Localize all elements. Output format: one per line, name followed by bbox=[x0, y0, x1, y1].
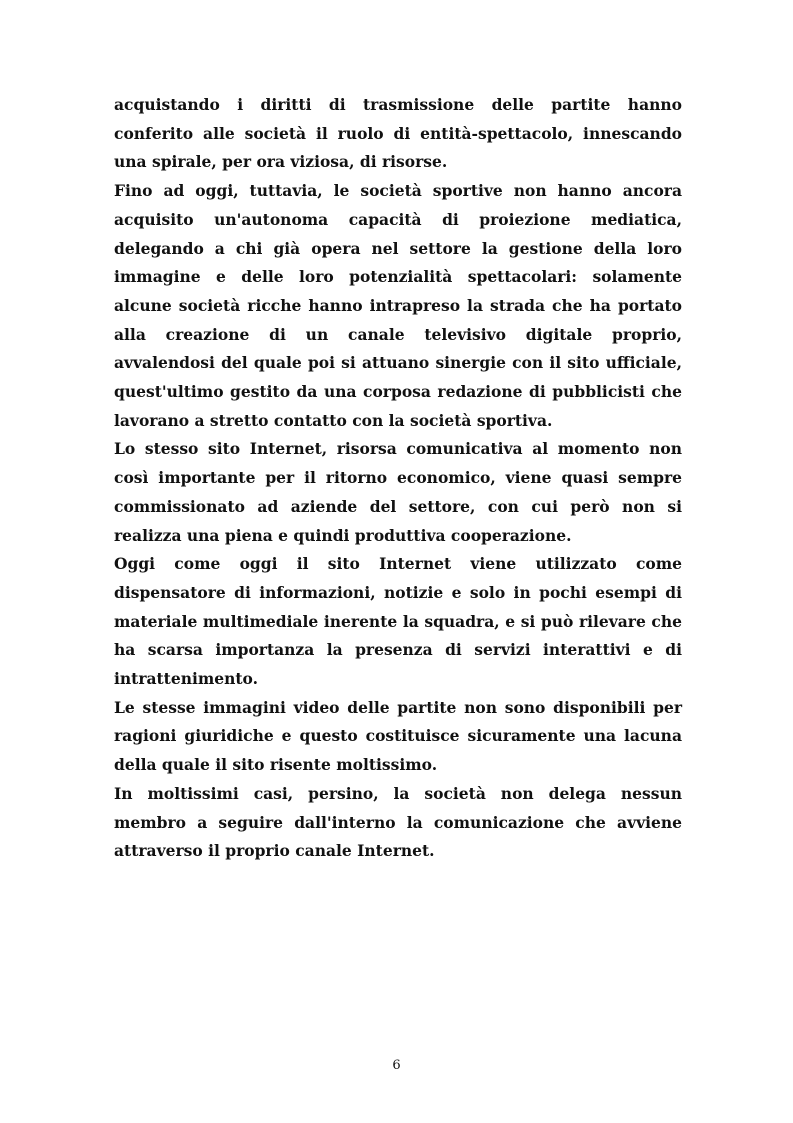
page-number: 6 bbox=[392, 1058, 401, 1073]
paragraph-1: acquistando i diritti di trasmissione delle partite hanno conferito alle società il ruolo di entità-spettacolo, innescando una spirale, per ora viziosa, di risorse. bbox=[114, 95, 682, 172]
paragraph-2: Fino ad oggi, tuttavia, le società sportive non hanno ancora acquisito un'autonoma capacità di proiezione mediatica, delegando a chi già opera nel settore la gestione della loro immagine e delle loro potenzialità spettacolari: solamente alcune società ricche hanno intrapreso la strada che ha portato alla creazione di un canale televisivo digitale proprio, avvalendosi del quale poi si attuano sinergie con il sito ufficiale, quest'ultimo gestito da una corposa redazione di pubblicisti che lavorano a stretto contatto con la società sportiva. bbox=[114, 181, 682, 430]
paragraph-4: Oggi come oggi il sito Internet viene utilizzato come dispensatore di informazioni, notizie e solo in pochi esempi di materiale multimediale inerente la squadra, e si può rilevare che ha scarsa importanza la presenza di servizi interattivi e di intrattenimento. bbox=[114, 554, 682, 689]
paragraph-6: In moltissimi casi, persino, la società non delega nessun membro a seguire dall'interno la comunicazione che avviene attraverso il proprio canale Internet. bbox=[114, 783, 682, 861]
body-text bbox=[114, 91, 682, 866]
paragraph-3: Lo stesso sito Internet, risorsa comunicativa al momento non così importante per il ritorno economico, viene quasi sempre commissionato ad aziende del settore, con cui però non si realizza una piena e quindi produttiva cooperazione. bbox=[114, 439, 682, 545]
paragraph-5: Le stesse immagini video delle partite non sono disponibili per ragioni giuridiche e questo costituisce sicuramente una lacuna della quale il sito risente moltissimo. bbox=[114, 697, 682, 775]
